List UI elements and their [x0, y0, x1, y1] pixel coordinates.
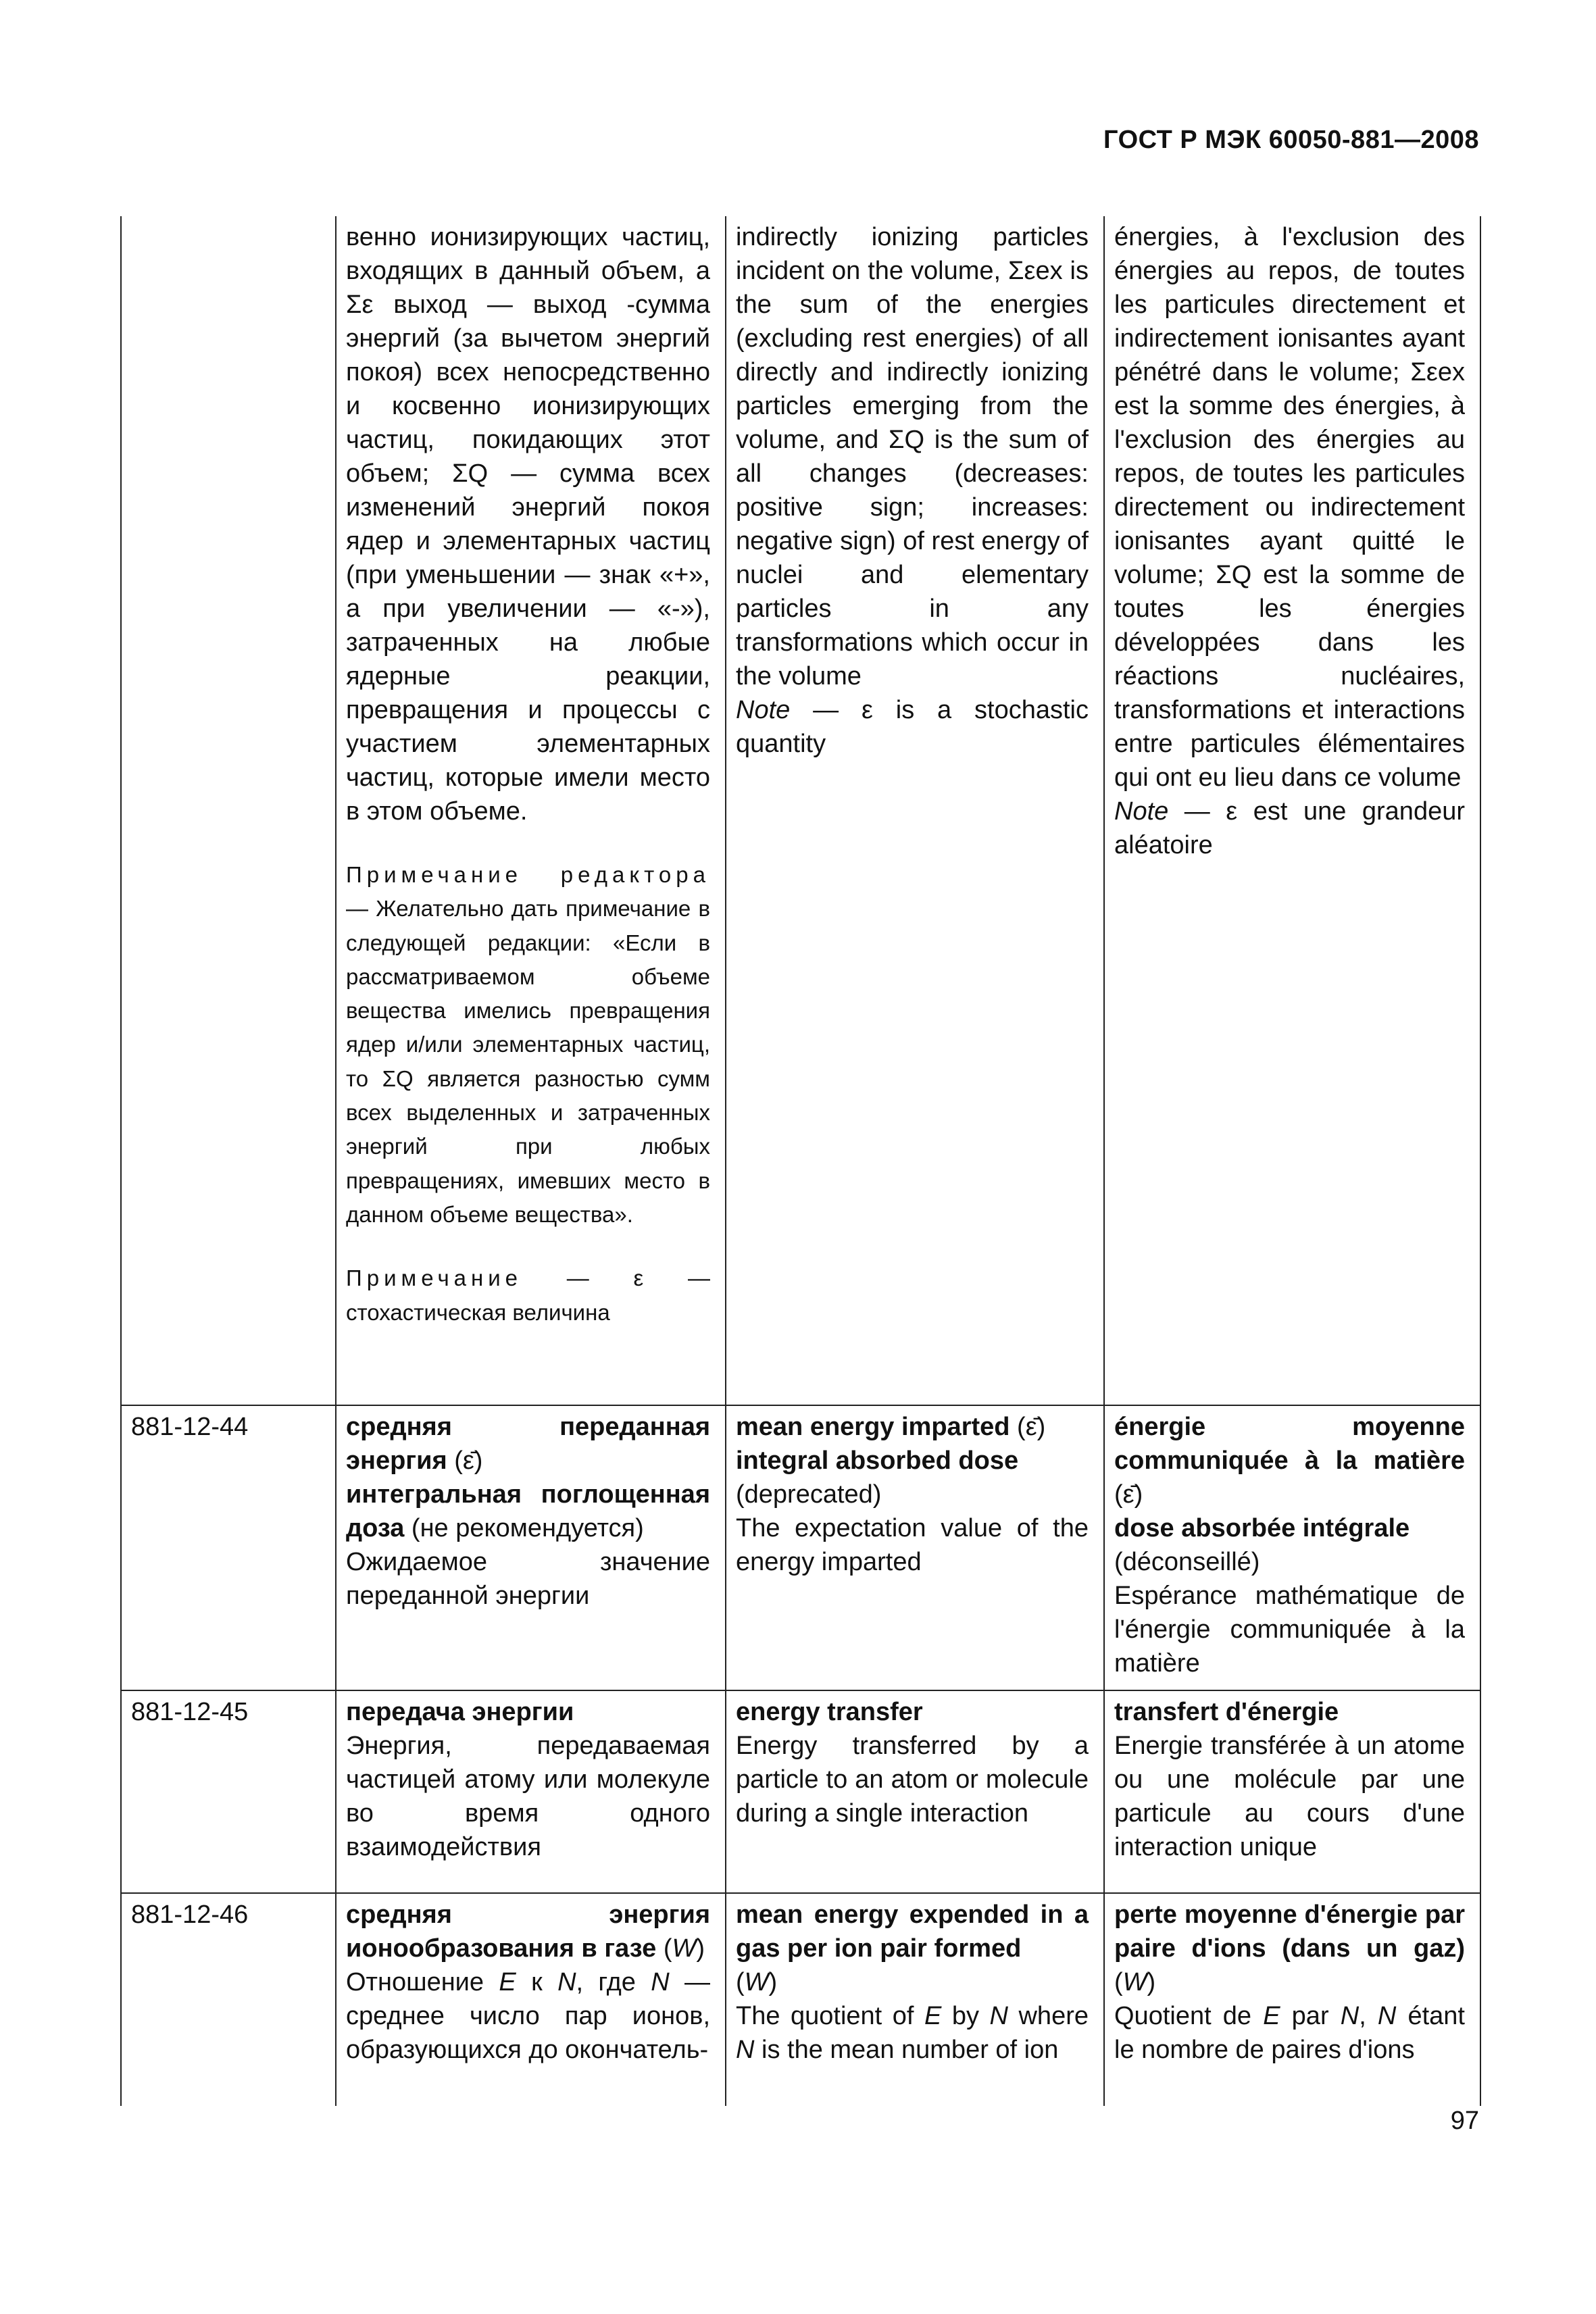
- fr-definition: Quotient de E par N, N étant le nombre de paires d'ions: [1114, 2002, 1465, 2064]
- ru-note: Примечание — ε — стохастическая величина: [346, 1265, 710, 1325]
- fr-definition: Espérance mathématique de l'énergie communiquée à la matière: [1114, 1582, 1465, 1678]
- ru-definition: Ожидаемое значение переданной энергии: [346, 1548, 710, 1610]
- en-cell: [726, 1405, 1104, 1690]
- fr-definition: Energie transférée à un atome ou une molécule par une particule au cours d'une interaction unique: [1114, 1732, 1465, 1861]
- ru-editor-note: Примечание редактора — Желательно дать примечание в следующей редакции: «Если в рассматриваемом объеме вещества имелись превращения ядер и/или элементарных частиц, то ΣQ является разностью сумм всех выделенных и затраченных энергий при любых превращениях, имевших место в данном объеме вещества».: [346, 862, 710, 1227]
- ru-cell: [336, 1690, 726, 1893]
- fr-term: perte moyenne d'énergie par paire d'ions (dans un gaz) (W): [1114, 1901, 1465, 1996]
- fr-term: énergie moyenne communiquée à la matière (ε̄): [1114, 1413, 1465, 1509]
- ru-cell: [336, 216, 726, 1405]
- fr-definition-continued: énergies, à l'exclusion des énergies au repos, de toutes les particules directement et indirectement ionisantes ayant pénétré dans le volume; Σεex est la somme des énergies, à l'exclusion des énergies au repos, de toutes les particules directement ou indirectement ionisantes ayant quitté le volume; ΣQ est la somme de toutes les énergies développées dans les réactions nucléaires, transformations et interactions entre particules élémentaires qui ont eu lieu dans ce volume: [1114, 223, 1465, 792]
- ru-definition: Энергия, передаваемая частицей атому или молекуле во время одного взаимодействия: [346, 1732, 710, 1861]
- en-cell: [726, 1893, 1104, 2106]
- fr-cell: [1104, 1405, 1480, 1690]
- en-definition-continued: indirectly ionizing particles incident on the volume, Σεex is the sum of the energies (excluding rest energies) of all directly and indirectly ionizing particles emerging from the volume, and ΣQ is the sum of all changes (decreases: positive sign; increases: negative sign) of rest energy of nuclei and elementary particles in any transformations which occur in the volume: [736, 223, 1089, 690]
- ru-cell: [336, 1405, 726, 1690]
- terminology-table: [120, 216, 1481, 2106]
- en-definition: The expectation value of the energy imparted: [736, 1514, 1089, 1576]
- ru-cell: [336, 1893, 726, 2106]
- fr-note: Note — ε est une grandeur aléatoire: [1114, 797, 1465, 859]
- table-row-continued: [121, 216, 1480, 1405]
- entry-number: 881-12-45: [121, 1690, 336, 1893]
- fr-cell: [1104, 1893, 1480, 2106]
- en-term-deprecated: integral absorbed dose: [736, 1447, 1019, 1475]
- standard-header: ГОСТ Р МЭК 60050-881—2008: [1103, 126, 1479, 154]
- ru-term: передача энергии: [346, 1698, 574, 1726]
- en-note: Note — ε is a stochastic quantity: [736, 696, 1089, 758]
- en-term: energy transfer: [736, 1698, 923, 1726]
- en-symbol: (W): [736, 1968, 778, 1996]
- table-row-881-12-44: [121, 1405, 1480, 1690]
- ru-term: средняя переданная энергия (ε̄): [346, 1413, 710, 1475]
- page-number: 97: [1450, 2107, 1479, 2135]
- ru-definition-continued: венно ионизирующих частиц, входящих в данный объем, а Σε выход — выход -сумма энергий (за вычетом энергий покоя) всех непосредственно и косвенно ионизирующих частиц, покидающих этот объем; ΣQ — сумма всех изменений энергий покоя ядер и элементарных частиц (при уменьшении — знак «+», а при увеличении — «-»), затраченных на любые ядерные реакции, превращения и процессы с участием элементарных частиц, которые имели место в этом объеме.: [346, 223, 710, 826]
- entry-number: 881-12-46: [121, 1893, 336, 2106]
- ru-term: средняя энергия ионообразования в газе (W): [346, 1901, 710, 1963]
- fr-cell: [1104, 216, 1480, 1405]
- table-row-881-12-45: [121, 1690, 1480, 1893]
- en-term: mean energy imparted (ε̄): [736, 1413, 1046, 1441]
- number-cell: [121, 216, 336, 1405]
- entry-number: 881-12-44: [121, 1405, 336, 1690]
- fr-term: transfert d'énergie: [1114, 1698, 1339, 1726]
- en-definition: The quotient of E by N where N is the mean number of ion: [736, 2002, 1089, 2064]
- en-definition: Energy transferred by a particle to an atom or molecule during a single interaction: [736, 1732, 1089, 1828]
- en-cell: [726, 216, 1104, 1405]
- fr-term-deprecated: dose absorbée intégrale: [1114, 1514, 1410, 1542]
- en-cell: [726, 1690, 1104, 1893]
- ru-definition: Отношение E к N, где N — среднее число пар ионов, образующихся до окончатель-: [346, 1968, 711, 2064]
- fr-cell: [1104, 1690, 1480, 1893]
- en-term: mean energy expended in a gas per ion pair formed: [736, 1901, 1089, 1963]
- fr-qualifier: (déconseillé): [1114, 1548, 1260, 1576]
- ru-term-deprecated: интегральная поглощенная доза (не рекомендуется): [346, 1480, 710, 1542]
- en-qualifier: (deprecated): [736, 1480, 882, 1509]
- table-row-881-12-46: [121, 1893, 1480, 2106]
